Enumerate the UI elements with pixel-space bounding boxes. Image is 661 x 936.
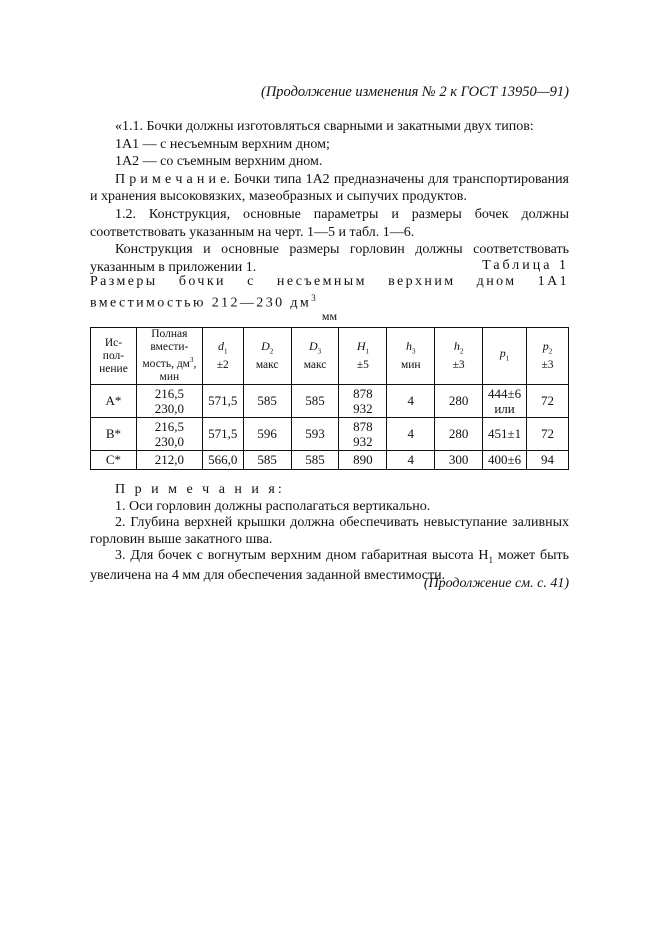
cell-D3: 593 bbox=[291, 418, 339, 451]
header-p2: $p_2$ ±3 bbox=[527, 328, 569, 385]
table-row bbox=[91, 385, 569, 418]
table-title-sup: 3 bbox=[311, 293, 316, 303]
cell-capacity: 212,0 bbox=[136, 451, 202, 470]
cell-H1: 890 bbox=[339, 451, 387, 470]
cell-H1: 878 932 bbox=[339, 385, 387, 418]
table-header-row bbox=[91, 328, 569, 385]
cell-D3: 585 bbox=[291, 451, 339, 470]
cell-D2: 585 bbox=[243, 451, 291, 470]
page-header: (Продолжение изменения № 2 к ГОСТ 13950—91) bbox=[260, 84, 569, 100]
note-1: 1. Оси горловин должны располагаться вертикально. bbox=[115, 498, 431, 514]
cell-p1: 444±6 или bbox=[483, 385, 527, 418]
cell-capacity: 216,5 230,0 bbox=[136, 385, 202, 418]
table-row bbox=[91, 451, 569, 470]
note-3: 3. Для бочек с вогнутым верхним дном габаритная высота $H_1$ может быть увеличена на 4 мм для обеспечения заданной вместимости. bbox=[90, 548, 569, 584]
cell-h2: 300 bbox=[435, 451, 483, 470]
cell-p1: 451±1 bbox=[483, 418, 527, 451]
cell-p2: 72 bbox=[527, 418, 569, 451]
table-title bbox=[90, 273, 569, 312]
cell-D2: 585 bbox=[243, 385, 291, 418]
header-h2: $h_2$ ±3 bbox=[435, 328, 483, 385]
table-number: Таблица 1 bbox=[482, 258, 569, 273]
paragraph-1-2-neck: Конструкция и основные размеры горловин должны соответствовать указанным в приложении 1. bbox=[90, 242, 569, 275]
cell-h3: 4 bbox=[387, 385, 435, 418]
page-footer: (Продолжение см. с. 41) bbox=[423, 576, 569, 591]
header-capacity: Полная вмести- мость, $дм^3$, мин bbox=[136, 328, 202, 385]
table-title-line1: Размеры бочки с несъемным верхним дном 1А1 bbox=[90, 274, 569, 289]
note-paragraph bbox=[90, 171, 569, 206]
table-unit: мм bbox=[321, 309, 338, 323]
cell-p1: 400±6 bbox=[483, 451, 527, 470]
header-p1: $p_1$ bbox=[483, 328, 527, 385]
header-D3: $D_3$ макс bbox=[291, 328, 339, 385]
header-D2: $D_2$ макс bbox=[243, 328, 291, 385]
note-label: П р и м е ч а н и е. bbox=[115, 171, 230, 187]
cell-d1: 571,5 bbox=[202, 418, 243, 451]
table-notes bbox=[90, 482, 569, 585]
cell-h3: 4 bbox=[387, 451, 435, 470]
note-2: 2. Глубина верхней крышки должна обеспечивать невыступание заливных горловин выше закатного шва. bbox=[90, 515, 569, 547]
cell-D2: 596 bbox=[243, 418, 291, 451]
cell-p2: 94 bbox=[527, 451, 569, 470]
cell-execution: В* bbox=[91, 418, 137, 451]
paragraph-1-1: «1.1. Бочки должны изготовляться сварными и закатными двух типов: bbox=[115, 119, 534, 134]
header-H1: $H_1$ ±5 bbox=[339, 328, 387, 385]
cell-execution: С* bbox=[91, 451, 137, 470]
dimensions-table bbox=[90, 327, 569, 470]
header-h3: $h_3$ мин bbox=[387, 328, 435, 385]
paragraph-1-2: 1.2. Конструкция, основные параметры и размеры бочек должны соответствовать указанным на черт. 1—5 и табл. 1—6. bbox=[90, 206, 569, 240]
cell-H1: 878 932 bbox=[339, 418, 387, 451]
cell-h3: 4 bbox=[387, 418, 435, 451]
cell-d1: 566,0 bbox=[202, 451, 243, 470]
paragraph-type-1a2: 1А2 — со съемным верхним дном. bbox=[115, 154, 323, 170]
header-execution: Ис- пол- нение bbox=[91, 328, 137, 385]
header-d1: $d_1$ ±2 bbox=[202, 328, 243, 385]
note-text: Бочки типа 1А2 предназначены для транспортирования и хранения высоковязких, мазеобразных и сыпучих продуктов. bbox=[90, 171, 570, 205]
table-row bbox=[91, 418, 569, 451]
cell-D3: 585 bbox=[291, 385, 339, 418]
cell-h2: 280 bbox=[435, 418, 483, 451]
cell-p2: 72 bbox=[527, 385, 569, 418]
body-text bbox=[90, 118, 569, 276]
cell-execution: А* bbox=[91, 385, 137, 418]
cell-d1: 571,5 bbox=[202, 385, 243, 418]
notes-label: П р и м е ч а н и я: bbox=[115, 482, 285, 497]
table-title-line2-text: вместимостью 212—230 дм bbox=[90, 295, 312, 311]
cell-h2: 280 bbox=[435, 385, 483, 418]
cell-capacity: 216,5 230,0 bbox=[136, 418, 202, 451]
paragraph-type-1a1: 1А1 — с несъемным верхним дном; bbox=[115, 136, 330, 152]
